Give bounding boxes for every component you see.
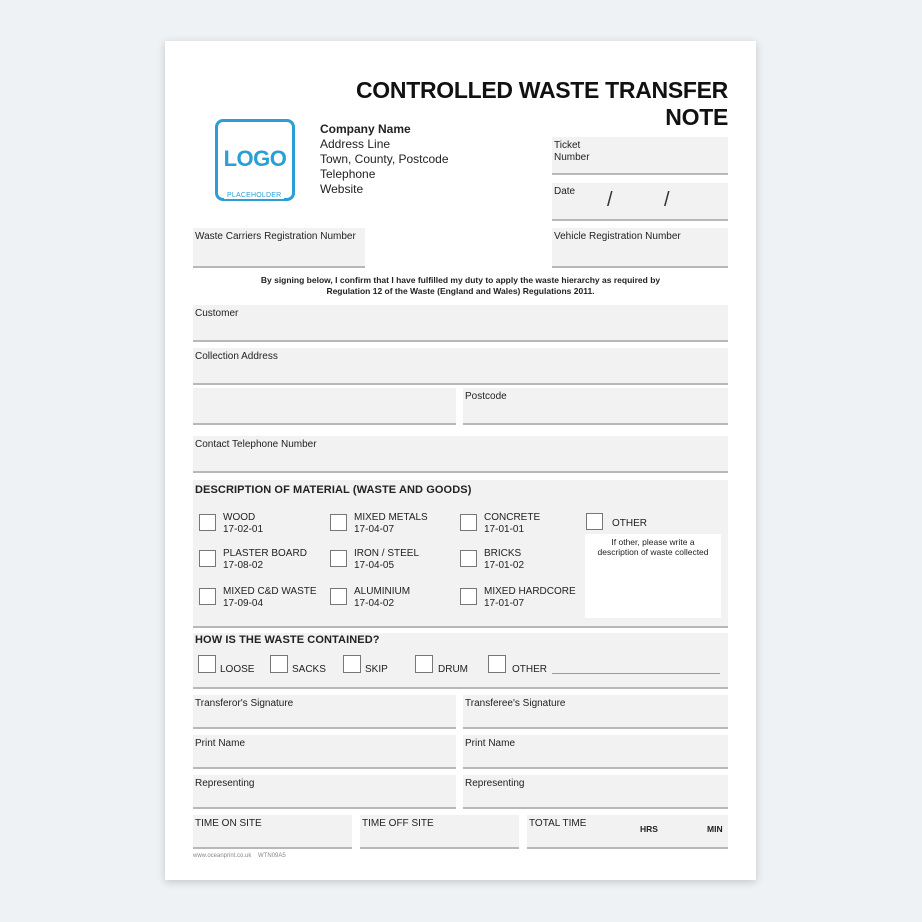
aluminium-checkbox[interactable]	[330, 588, 347, 605]
transferor-representing-field[interactable]	[193, 775, 456, 809]
declaration-line1: By signing below, I confirm that I have fulfilled my duty to apply the waste hierarchy as required by	[260, 275, 661, 285]
skip-checkbox[interactable]	[343, 655, 361, 673]
drum-checkbox[interactable]	[415, 655, 433, 673]
logo-subtext: PLACEHOLDER	[224, 192, 284, 199]
date-separator-2: /	[664, 189, 670, 211]
collection-address-field[interactable]	[193, 348, 728, 385]
ticket-label-line2: Number	[554, 152, 590, 163]
transferee-signature-label: Transferee's Signature	[465, 698, 566, 709]
time-on-site-label: TIME ON SITE	[195, 818, 262, 829]
transferee-representing-label: Representing	[465, 778, 525, 789]
company-details	[320, 122, 449, 197]
time-off-site-label: TIME OFF SITE	[362, 818, 434, 829]
minutes-label: MIN	[707, 824, 723, 834]
transferee-print-name-field[interactable]	[463, 735, 728, 769]
carriers-registration-label: Waste Carriers Registration Number	[195, 231, 356, 242]
transferor-representing-label: Representing	[195, 778, 255, 789]
other-description-note	[585, 537, 721, 557]
iron-steel-name: IRON / STEEL	[354, 548, 420, 559]
total-time-field[interactable]	[527, 815, 728, 849]
drum-label: DRUM	[438, 664, 468, 675]
contact-telephone-label: Contact Telephone Number	[195, 439, 317, 450]
vehicle-registration-field[interactable]	[552, 228, 728, 268]
bricks-code: 17-01-02	[484, 560, 525, 571]
containment-section	[193, 633, 728, 689]
mixed-metals-code: 17-04-07	[354, 524, 395, 535]
total-time-label: TOTAL TIME	[529, 818, 587, 829]
other-material-label: OTHER	[612, 518, 647, 529]
aluminium-label	[354, 586, 410, 610]
transferor-signature-field[interactable]	[193, 695, 456, 729]
logo-placeholder	[215, 119, 295, 201]
wood-name: WOOD	[223, 512, 256, 523]
transferor-print-name-field[interactable]	[193, 735, 456, 769]
footer-code: WTN09A5	[258, 853, 286, 859]
footer-website: www.oceanprint.co.uk	[193, 853, 252, 859]
transferee-signature-field[interactable]	[463, 695, 728, 729]
form-sheet	[165, 41, 756, 880]
footer	[193, 853, 286, 859]
declaration-line2: Regulation 12 of the Waste (England and Wales) Regulations 2011.	[326, 286, 595, 296]
other-note-line1: If other, please write a	[611, 537, 695, 547]
aluminium-code: 17-04-02	[354, 598, 395, 609]
aluminium-name: ALUMINIUM	[354, 586, 411, 597]
wood-label	[223, 512, 263, 536]
mixed-hardcore-code: 17-01-07	[484, 598, 525, 609]
concrete-label	[484, 512, 540, 536]
declaration-text	[205, 275, 716, 297]
time-on-site-field[interactable]	[193, 815, 352, 849]
ticket-label-line1: Ticket	[554, 140, 581, 151]
concrete-checkbox[interactable]	[460, 514, 477, 531]
form-title: CONTROLLED WASTE TRANSFER NOTE	[356, 77, 728, 130]
other-container-checkbox[interactable]	[488, 655, 506, 673]
company-town: Town, County, Postcode	[320, 152, 449, 166]
materials-section-title: DESCRIPTION OF MATERIAL (WASTE AND GOODS)	[195, 484, 472, 496]
other-note-line2: description of waste collected	[597, 547, 709, 557]
transferee-representing-field[interactable]	[463, 775, 728, 809]
company-website: Website	[320, 182, 364, 196]
other-material-checkbox[interactable]	[586, 513, 603, 530]
iron-steel-checkbox[interactable]	[330, 550, 347, 567]
mixed-metals-name: MIXED METALS	[354, 512, 428, 523]
customer-label: Customer	[195, 308, 239, 319]
postcode-field[interactable]	[463, 388, 728, 425]
customer-field[interactable]	[193, 305, 728, 342]
bricks-label	[484, 548, 524, 572]
hours-label: HRS	[640, 824, 658, 834]
mixed-hardcore-checkbox[interactable]	[460, 588, 477, 605]
ticket-number-field[interactable]	[552, 137, 728, 175]
iron-steel-code: 17-04-05	[354, 560, 395, 571]
plaster-board-label	[223, 548, 307, 572]
logo-text: LOGO	[223, 146, 287, 171]
mixed-cd-waste-label	[223, 586, 317, 610]
collection-address-line2-field[interactable]	[193, 388, 456, 425]
other-container-label: OTHER	[512, 664, 547, 675]
bricks-name: BRICKS	[484, 548, 522, 559]
mixed-cd-waste-code: 17-09-04	[223, 598, 264, 609]
mixed-hardcore-name: MIXED HARDCORE	[484, 586, 576, 597]
other-container-line[interactable]	[552, 673, 720, 674]
concrete-code: 17-01-01	[484, 524, 525, 535]
loose-label: LOOSE	[220, 664, 255, 675]
loose-checkbox[interactable]	[198, 655, 216, 673]
postcode-label: Postcode	[465, 391, 507, 402]
sacks-label: SACKS	[292, 664, 326, 675]
collection-address-label: Collection Address	[195, 351, 278, 362]
mixed-hardcore-label	[484, 586, 576, 610]
wood-code: 17-02-01	[223, 524, 264, 535]
containment-section-title: HOW IS THE WASTE CONTAINED?	[195, 634, 380, 646]
date-field[interactable]	[552, 183, 728, 221]
carriers-registration-field[interactable]	[193, 228, 365, 268]
mixed-metals-checkbox[interactable]	[330, 514, 347, 531]
wood-checkbox[interactable]	[199, 514, 216, 531]
other-description-box[interactable]	[585, 534, 721, 618]
transferor-signature-label: Transferor's Signature	[195, 698, 294, 709]
mixed-cd-waste-checkbox[interactable]	[199, 588, 216, 605]
vehicle-registration-label: Vehicle Registration Number	[554, 231, 681, 242]
mixed-metals-label	[354, 512, 428, 536]
date-label: Date	[554, 186, 576, 197]
contact-telephone-field[interactable]	[193, 436, 728, 473]
sacks-checkbox[interactable]	[270, 655, 288, 673]
transferee-print-name-label: Print Name	[465, 738, 516, 749]
bricks-checkbox[interactable]	[460, 550, 477, 567]
ticket-number-label	[554, 140, 590, 164]
company-name: Company Name	[320, 122, 411, 136]
date-separator-1: /	[607, 189, 613, 211]
time-off-site-field[interactable]	[360, 815, 519, 849]
plaster-board-checkbox[interactable]	[199, 550, 216, 567]
skip-label: SKIP	[365, 664, 388, 675]
mixed-cd-waste-name: MIXED C&D WASTE	[223, 586, 317, 597]
concrete-name: CONCRETE	[484, 512, 541, 523]
company-telephone: Telephone	[320, 167, 376, 181]
company-address: Address Line	[320, 137, 391, 151]
iron-steel-label	[354, 548, 419, 572]
plaster-board-name: PLASTER BOARD	[223, 548, 307, 559]
plaster-board-code: 17-08-02	[223, 560, 264, 571]
transferor-print-name-label: Print Name	[195, 738, 246, 749]
